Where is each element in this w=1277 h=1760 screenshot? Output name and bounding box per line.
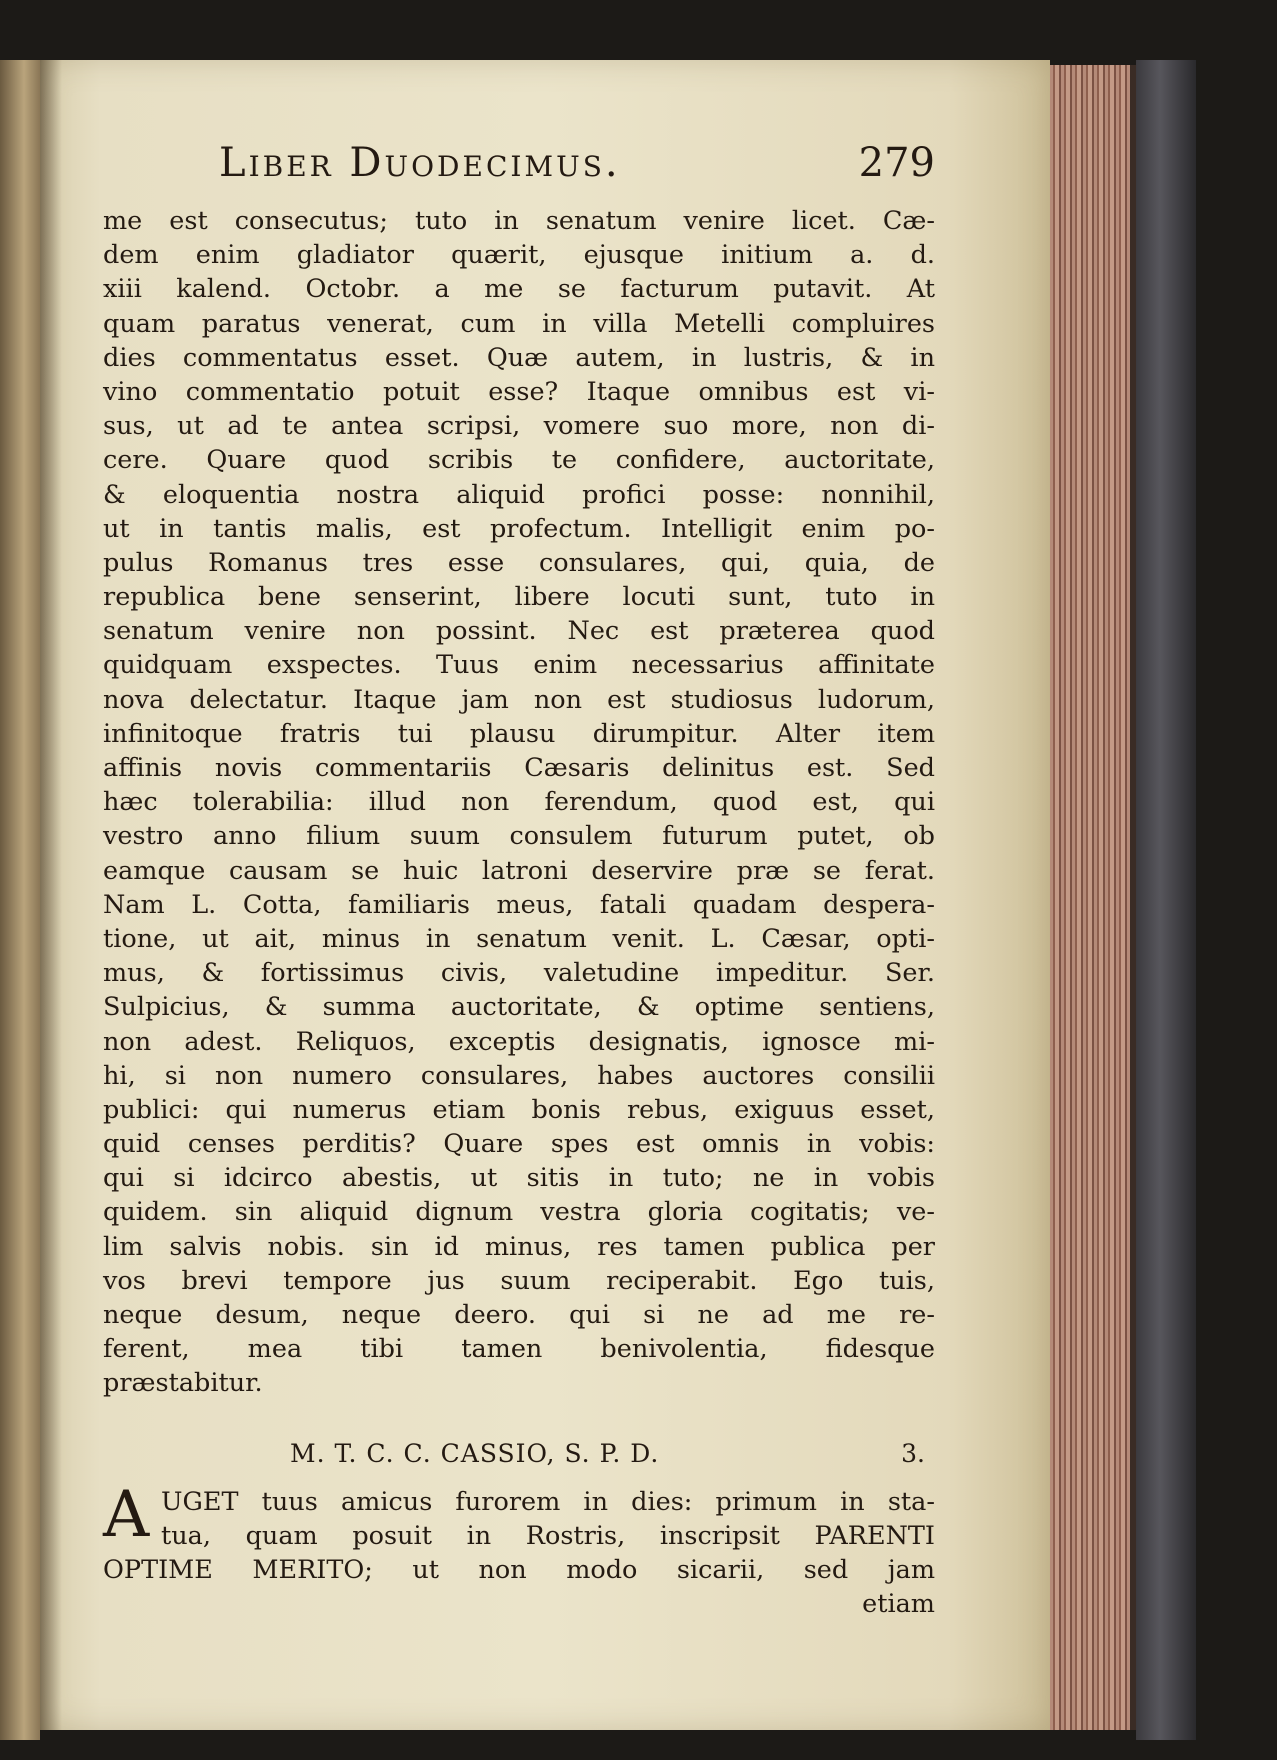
text-line: vino commentatio potuit esse? Itaque omnibus est vi-	[103, 376, 935, 407]
catchword: etiam	[862, 1589, 935, 1620]
text-line: quidem. sin aliquid dignum vestra gloria cogitatis; ve-	[103, 1197, 935, 1228]
text-line: dem enim gladiator quærit, ejusque initium a. d.	[103, 240, 935, 271]
text-line: non adest. Reliquos, exceptis designatis, ignosce mi-	[103, 1026, 935, 1057]
body-text	[103, 204, 935, 1401]
text-line: quidquam exspectes. Tuus enim necessarius affinitate	[103, 650, 935, 681]
text-line: & eloquentia nostra aliquid profici posse: nonnihil,	[103, 479, 935, 510]
text-line: quid censes perditis? Quare spes est omnis in vobis:	[103, 1129, 935, 1160]
page-number: 279	[858, 140, 935, 186]
text-line: hæc tolerabilia: illud non ferendum, quod est, qui	[103, 787, 935, 818]
text-line: nova delectatur. Itaque jam non est studiosus ludorum,	[103, 684, 935, 715]
text-line: xiii kalend. Octobr. a me se facturum putavit. At	[103, 274, 935, 305]
text-line: mus, & fortissimus civis, valetudine impeditur. Ser.	[103, 958, 935, 989]
text-line: republica bene senserint, libere locuti sunt, tuto in	[103, 582, 935, 613]
text-line: cere. Quare quod scribis te confidere, auctoritate,	[103, 445, 935, 476]
letter-heading	[103, 1439, 935, 1479]
drop-cap: A	[103, 1477, 150, 1552]
text-line: affinis novis commentariis Cæsaris delinitus est. Sed	[103, 753, 935, 783]
text-line: me est consecutus; tuto in senatum venire licet. Cæ-	[103, 206, 935, 236]
text-line: ferent, mea tibi tamen benivolentia, fidesque	[103, 1334, 935, 1365]
page-edges	[1050, 65, 1136, 1730]
text-line: infinitoque fratris tui plausu dirumpitur. Alter item	[103, 718, 935, 749]
running-title: Liber Duodecimus.	[219, 140, 621, 186]
letter-number: 3.	[901, 1438, 925, 1468]
text-line: vestro anno filium suum consulem futurum putet, ob	[103, 821, 935, 852]
text-line: Sulpicius, & summa auctoritate, & optime sentiens,	[103, 992, 935, 1023]
text-line: hi, si non numero consulares, habes auctores consilii	[103, 1060, 935, 1091]
text-line: quam paratus venerat, cum in villa Metelli compluires	[103, 308, 935, 339]
text-line: lim salvis nobis. sin id minus, res tamen publica per	[103, 1231, 935, 1262]
page-gutter-shadow	[40, 60, 62, 1730]
text-line: eamque causam se huic latroni deservire præ se ferat.	[103, 855, 935, 886]
text-line: sus, ut ad te antea scripsi, vomere suo more, non di-	[103, 411, 935, 442]
text-line: vos brevi tempore jus suum reciperabit. Ego tuis,	[103, 1265, 935, 1296]
text-line: tione, ut ait, minus in senatum venit. L. Cæsar, opti-	[103, 923, 935, 954]
letter-body	[103, 1477, 935, 1622]
text-line: qui si idcirco abestis, ut sitis in tuto; ne in vobis	[103, 1163, 935, 1194]
text-line: tua, quam posuit in Rostris, inscripsit PARENTI	[161, 1520, 935, 1551]
text-line: publici: qui numerus etiam bonis rebus, exiguus esset,	[103, 1094, 935, 1125]
text-line: Nam L. Cotta, familiaris meus, fatali quadam despera-	[103, 889, 935, 920]
text-line: neque desum, neque deero. qui si ne ad me re-	[103, 1300, 935, 1330]
text-line: senatum venire non possint. Nec est præterea quod	[103, 616, 935, 647]
text-line: ut in tantis malis, est profectum. Intelligit enim po-	[103, 513, 935, 544]
book-cover	[1136, 60, 1196, 1740]
text-line: dies commentatus esset. Quæ autem, in lustris, & in	[103, 342, 935, 373]
letter-heading-text: M. T. C. C. CASSIO, S. P. D.	[290, 1438, 660, 1468]
text-line: OPTIME MERITO; ut non modo sicarii, sed jam	[103, 1554, 935, 1585]
running-header	[103, 140, 935, 200]
text-line: pulus Romanus tres esse consulares, qui, quia, de	[103, 547, 935, 578]
text-line: præstabitur.	[103, 1368, 263, 1399]
page-text	[103, 140, 935, 1621]
text-line: UGET tuus amicus furorem in dies: primum in sta-	[161, 1486, 935, 1517]
left-page-edge	[0, 60, 40, 1740]
